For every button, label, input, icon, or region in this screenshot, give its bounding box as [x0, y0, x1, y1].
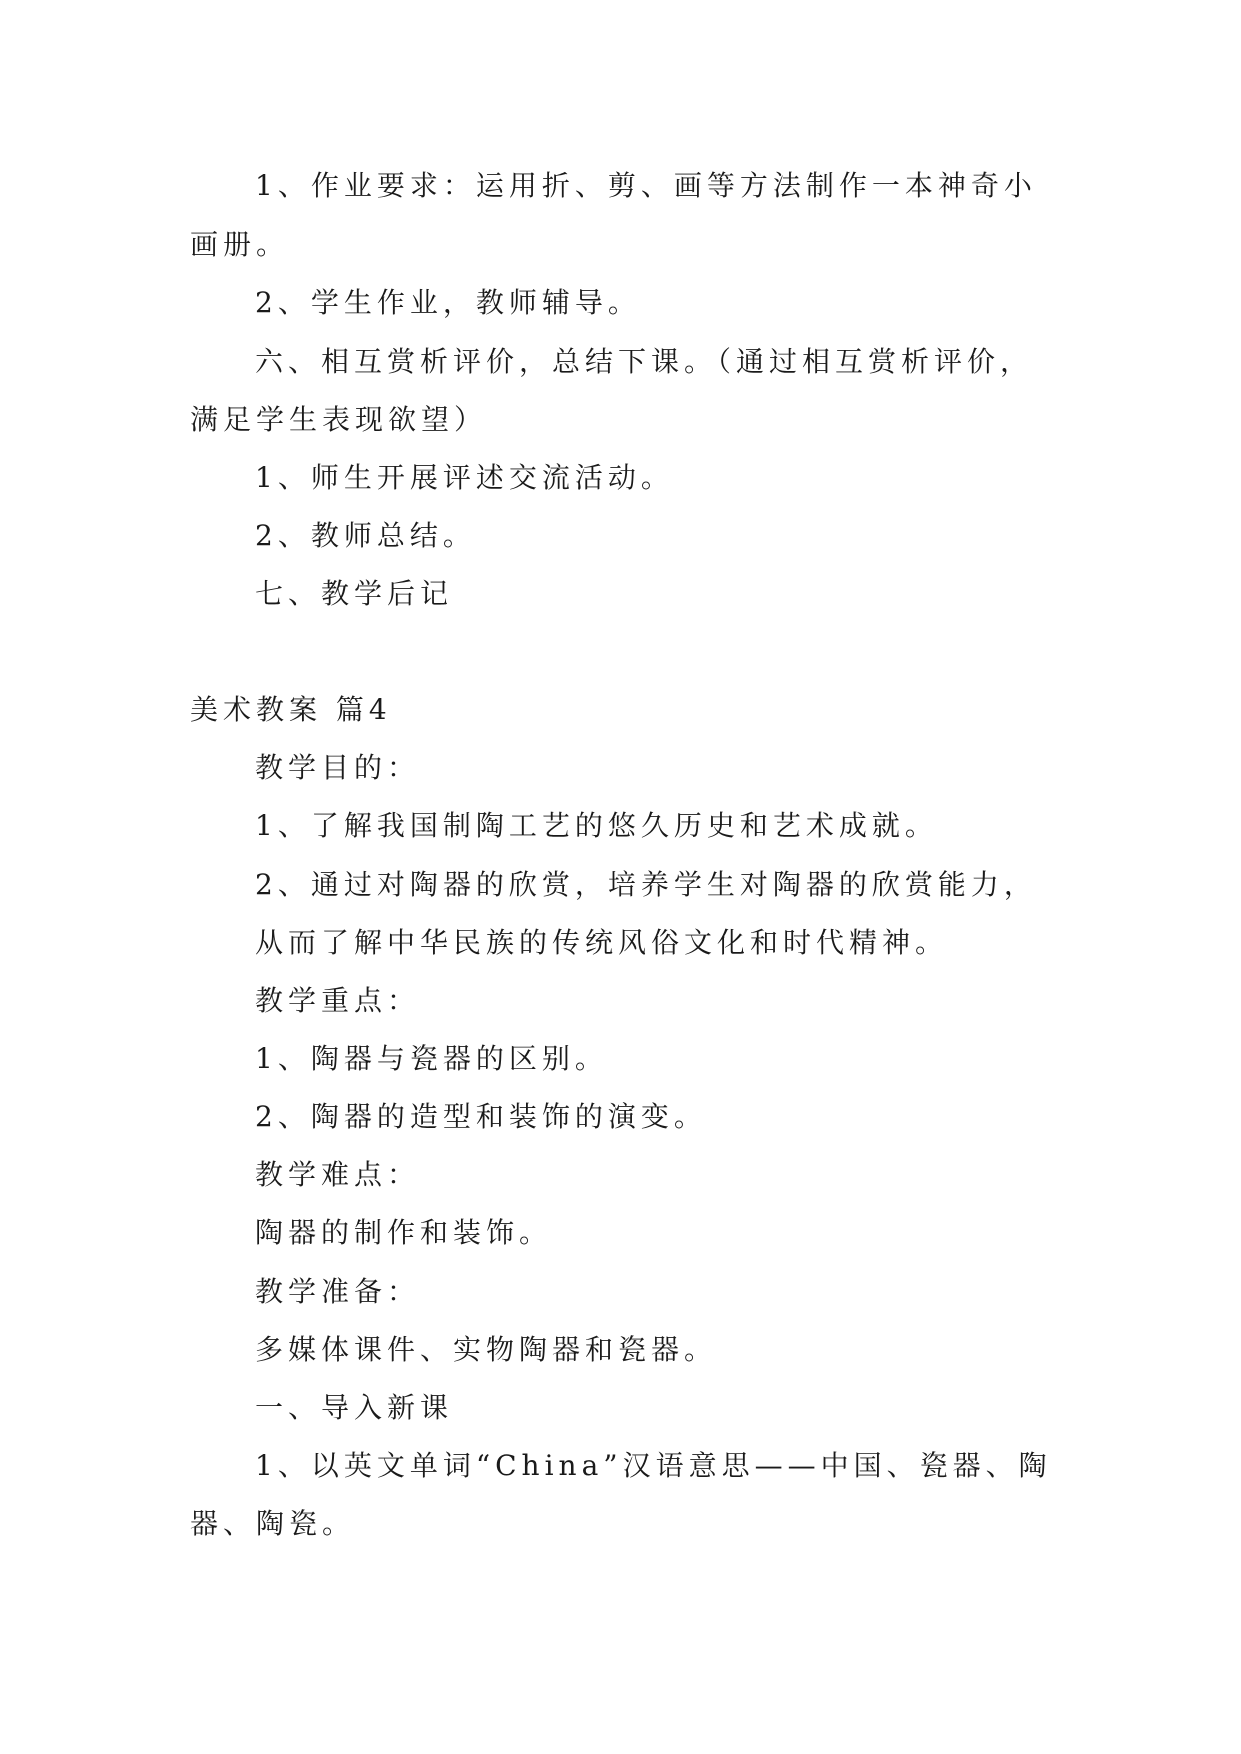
text-line: 器、陶瓷。: [190, 1507, 356, 1540]
text-line: 陶器的制作和装饰。: [255, 1216, 553, 1249]
text-line: 满足学生表现欲望）: [190, 403, 488, 436]
text-line: 2、陶器的造型和装饰的演变。: [255, 1100, 707, 1133]
text-line: 2、学生作业，教师辅导。: [255, 286, 641, 319]
section-heading: 美术教案 篇4: [190, 693, 392, 726]
text-line: 教学目的：: [255, 751, 421, 784]
text-line: 从而了解中华民族的传统风俗文化和时代精神。: [255, 926, 949, 959]
text-line: 1、作业要求：运用折、剪、画等方法制作一本神奇小: [255, 169, 1037, 202]
text-line: 1、以英文单词“China”汉语意思——中国、瓷器、陶: [255, 1449, 1052, 1482]
text-line: 1、陶器与瓷器的区别。: [255, 1042, 608, 1075]
text-line: 教学准备：: [255, 1275, 421, 1308]
text-line: 画册。: [190, 228, 290, 261]
text-line: 2、教师总结。: [255, 519, 476, 552]
text-line: 1、了解我国制陶工艺的悠久历史和艺术成就。: [255, 809, 938, 842]
text-line: 一、导入新课: [255, 1391, 454, 1424]
text-line: 1、师生开展评述交流活动。: [255, 461, 674, 494]
text-line: 多媒体课件、实物陶器和瓷器。: [255, 1333, 718, 1366]
text-line: 2、通过对陶器的欣赏，培养学生对陶器的欣赏能力，: [255, 868, 1037, 901]
text-line: 教学难点：: [255, 1158, 421, 1191]
text-line: 七、教学后记: [255, 577, 454, 610]
text-line: 教学重点：: [255, 984, 421, 1017]
text-line: 六、相互赏析评价，总结下课。（通过相互赏析评价，: [255, 345, 1034, 378]
